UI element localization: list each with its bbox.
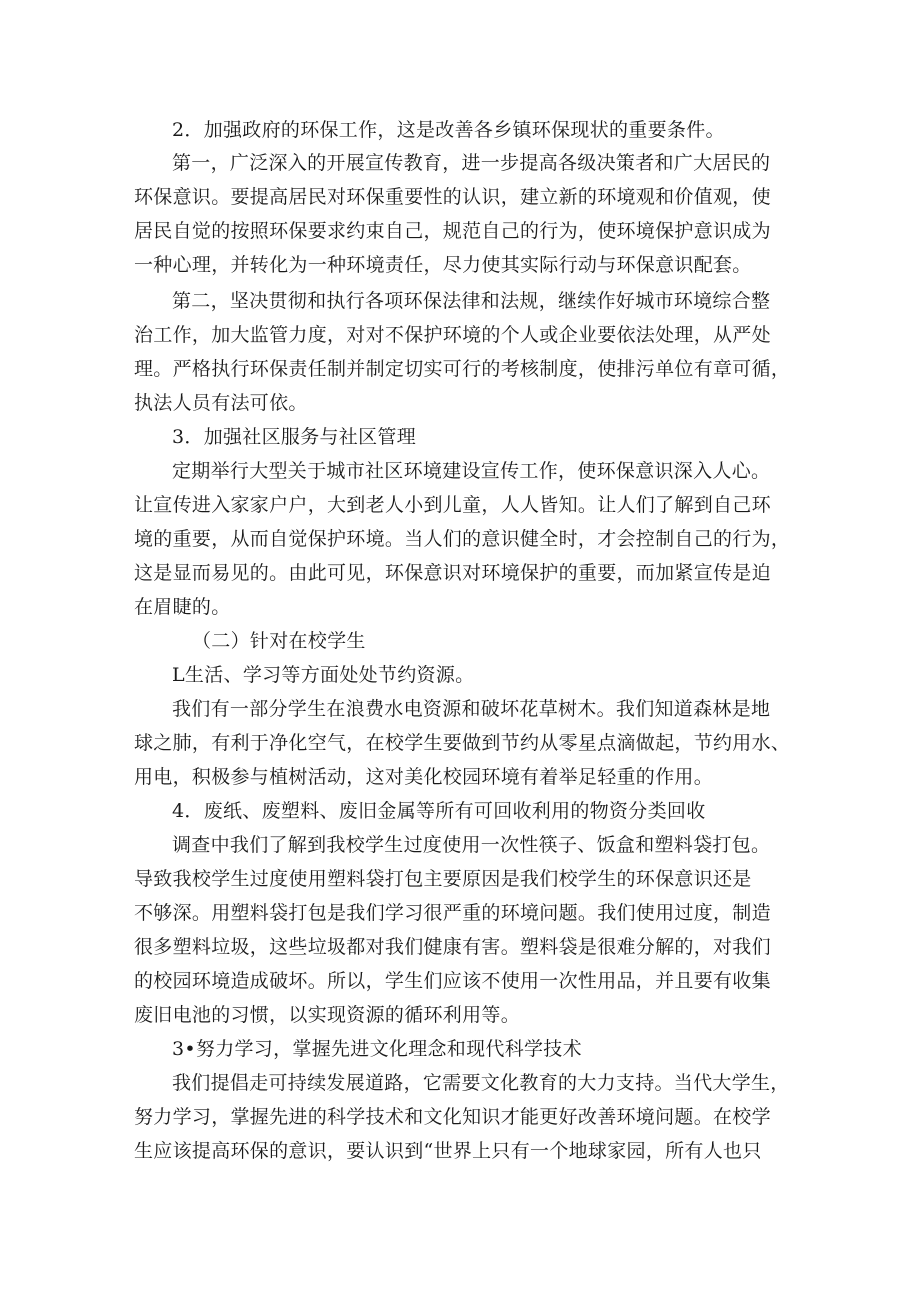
- paragraph-line: 理。严格执行环保责任制并制定切实可行的考核制度，使排污单位有章可循，: [134, 358, 790, 380]
- heading-item-3: 3．加强社区服务与社区管理: [172, 426, 416, 448]
- paragraph-line: 一种心理，并转化为一种环境责任，尽力使其实际行动与环保意识配套。: [134, 254, 752, 276]
- paragraph-line: 不够深。用塑料袋打包是我们学习很严重的环境问题。我们使用过度，制造: [134, 902, 771, 924]
- heading-item-3b: 3•努力学习，掌握先进文化理念和现代科学技术: [172, 1038, 582, 1060]
- paragraph-line: 的校园环境造成破坏。所以，学生们应该不使用一次性用品，并且要有收集: [134, 970, 771, 992]
- paragraph-line: 球之肺，有利于净化空气，在校学生要做到节约从零星点滴做起，节约用水、: [134, 732, 790, 754]
- paragraph-line: 很多塑料垃圾，这些垃圾都对我们健康有害。塑料袋是很难分解的，对我们: [134, 936, 771, 958]
- heading-item-2: 2．加强政府的环保工作，这是改善各乡镇环保现状的重要条件。: [172, 119, 725, 141]
- paragraph-line: 第一，广泛深入的开展宣传教育，进一步提高各级决策者和广大居民的: [172, 152, 771, 174]
- paragraph-line: 努力学习，掌握先进的科学技术和文化知识才能更好改善环境问题。在校学: [134, 1106, 771, 1128]
- paragraph-line: 这是显而易见的。由此可见，环保意识对环境保护的重要，而加紧宣传是迫: [134, 562, 771, 584]
- paragraph-line: 执法人员有法可依。: [134, 392, 308, 414]
- paragraph-line: 我们提倡走可持续发展道路，它需要文化教育的大力支持。当代大学生，: [172, 1072, 790, 1094]
- paragraph-line: 用电，积极参与植树活动，这对美化校园环境有着举足轻重的作用。: [134, 766, 714, 788]
- paragraph-line: 治工作，加大监管力度，对对不保护环境的个人或企业要依法处理，从严处: [134, 324, 771, 346]
- paragraph-line: 在眉睫的。: [134, 596, 231, 618]
- section-heading-students: （二）针对在校学生: [192, 630, 366, 652]
- paragraph-line: 导致我校学生过度使用塑料袋打包主要原因是我们校学生的环保意识还是: [134, 868, 752, 890]
- paragraph-line: 居民自觉的按照环保要求约束自己，规范自己的行为，使环境保护意识成为: [134, 220, 771, 242]
- paragraph-line: 生应该提高环保的意识，要认识到“世界上只有一个地球家园，所有人也只: [134, 1140, 762, 1162]
- heading-item-1: L生活、学习等方面处处节约资源。: [172, 664, 475, 686]
- paragraph-line: 调查中我们了解到我校学生过度使用一次性筷子、饭盒和塑料袋打包。: [172, 834, 771, 856]
- heading-item-4: 4．废纸、废塑料、废旧金属等所有可回收利用的物资分类回收: [172, 800, 706, 822]
- paragraph-line: 我们有一部分学生在浪费水电资源和破坏花草树木。我们知道森林是地: [172, 698, 771, 720]
- paragraph-line: 让宣传进入家家户户，大到老人小到儿童，人人皆知。让人们了解到自己环: [134, 494, 771, 516]
- paragraph-line: 废旧电池的习惯，以实现资源的循环利用等。: [134, 1004, 521, 1026]
- paragraph-line: 定期举行大型关于城市社区环境建设宣传工作，使环保意识深入人心。: [172, 460, 771, 482]
- paragraph-line: 境的重要，从而自觉保护环境。当人们的意识健全时，才会控制自己的行为，: [134, 528, 790, 550]
- paragraph-line: 环保意识。要提高居民对环保重要性的认识，建立新的环境观和价值观，使: [134, 186, 771, 208]
- paragraph-line: 第二，坚决贯彻和执行各项环保法律和法规，继续作好城市环境综合整: [172, 290, 771, 312]
